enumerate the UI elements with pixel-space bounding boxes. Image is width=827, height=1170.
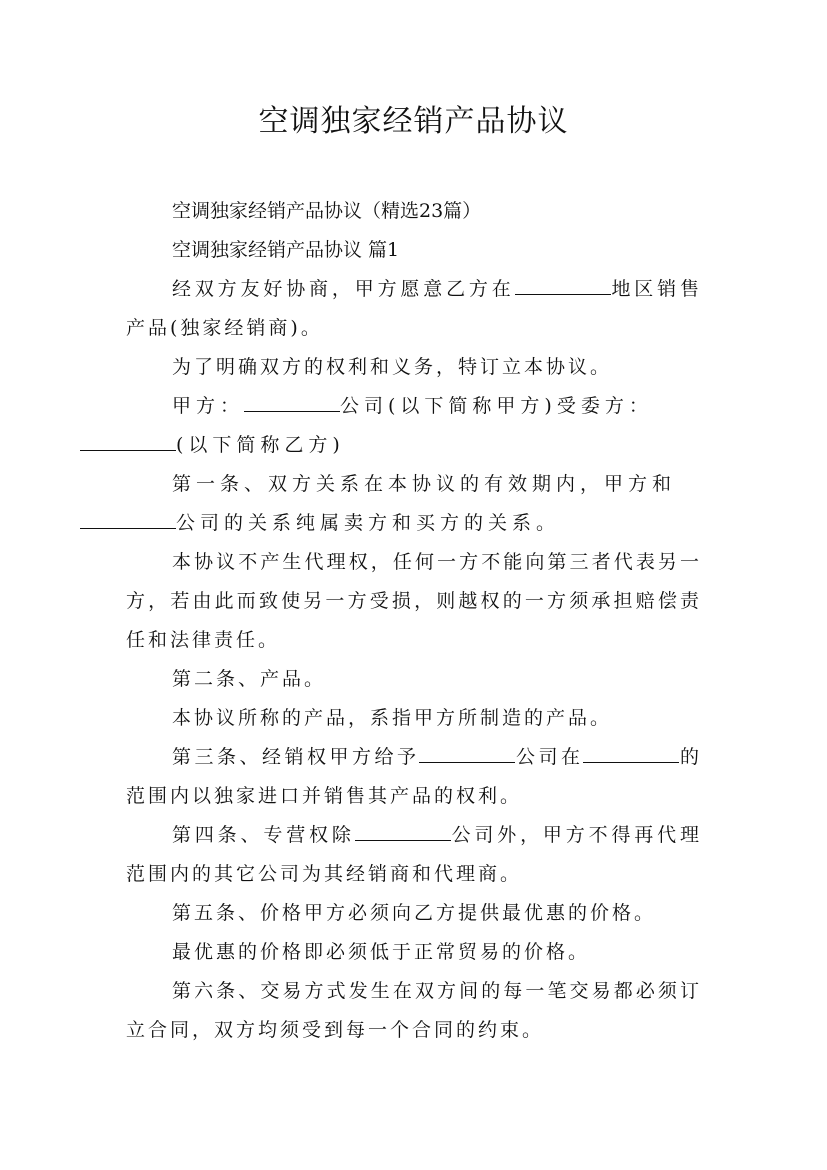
paragraph-article-1 <box>126 465 702 543</box>
fill-in-blank <box>419 761 515 763</box>
fill-in-blank <box>244 410 340 412</box>
fill-in-blank <box>583 761 679 763</box>
paragraph-products: 本协议所称的产品，系指甲方所制造的产品。 <box>172 707 613 729</box>
paragraph-article-3 <box>126 738 702 816</box>
fill-in-blank <box>355 839 451 841</box>
text-segment: 第一条、双方关系在本协议的有效期内，甲方和 <box>172 473 677 495</box>
paragraph-article-6: 第六条、交易方式发生在双方间的每一笔交易都必须订立合同，双方均须受到每一个合同的约束。 <box>126 980 702 1041</box>
text-segment: 第三条、经销权甲方给予 <box>172 746 420 768</box>
paragraph-article-2: 第二条、产品。 <box>172 668 327 690</box>
paragraph-subtitle: 空调独家经销产品协议（精选23篇） <box>172 200 482 222</box>
text-segment: 公司的关系纯属卖方和买方的关系。 <box>176 512 561 534</box>
text-segment: 甲方： <box>172 395 245 417</box>
paragraph-best-price: 最优惠的价格即必须低于正常贸易的价格。 <box>172 941 591 963</box>
text-segment: 第四条、专营权除 <box>172 824 355 846</box>
fill-in-blank <box>80 527 176 529</box>
text-segment: 公司(以下简称甲方)受委方： <box>340 395 653 417</box>
paragraph-section-heading: 空调独家经销产品协议 篇1 <box>172 239 400 261</box>
text-segment: 的范围内以独家进口并销售其产品的权利。 <box>126 746 702 807</box>
document-body <box>126 192 702 1050</box>
paragraph-intro <box>126 270 702 348</box>
paragraph-parties <box>126 387 702 465</box>
fill-in-blank <box>80 449 176 451</box>
text-segment: (以下简称乙方) <box>176 434 345 456</box>
fill-in-blank <box>515 293 611 295</box>
text-segment: 公司外，甲方不得再代理范围内的其它公司为其经销商和代理商。 <box>126 824 702 885</box>
paragraph-purpose: 为了明确双方的权利和义务，特订立本协议。 <box>172 356 613 378</box>
document-title: 空调独家经销产品协议 <box>258 104 569 139</box>
paragraph-no-agency: 本协议不产生代理权，任何一方不能向第三者代表另一方，若由此而致使另一方受损，则越权的一方须承担赔偿责任和法律责任。 <box>126 551 702 651</box>
text-segment: 公司在 <box>515 746 584 768</box>
text-segment: 地区销售产品(独家经销商)。 <box>126 278 702 339</box>
paragraph-article-5: 第五条、价格甲方必须向乙方提供最优惠的价格。 <box>172 902 657 924</box>
paragraph-article-4 <box>126 816 702 894</box>
text-segment: 经双方友好协商，甲方愿意乙方在 <box>172 278 515 300</box>
